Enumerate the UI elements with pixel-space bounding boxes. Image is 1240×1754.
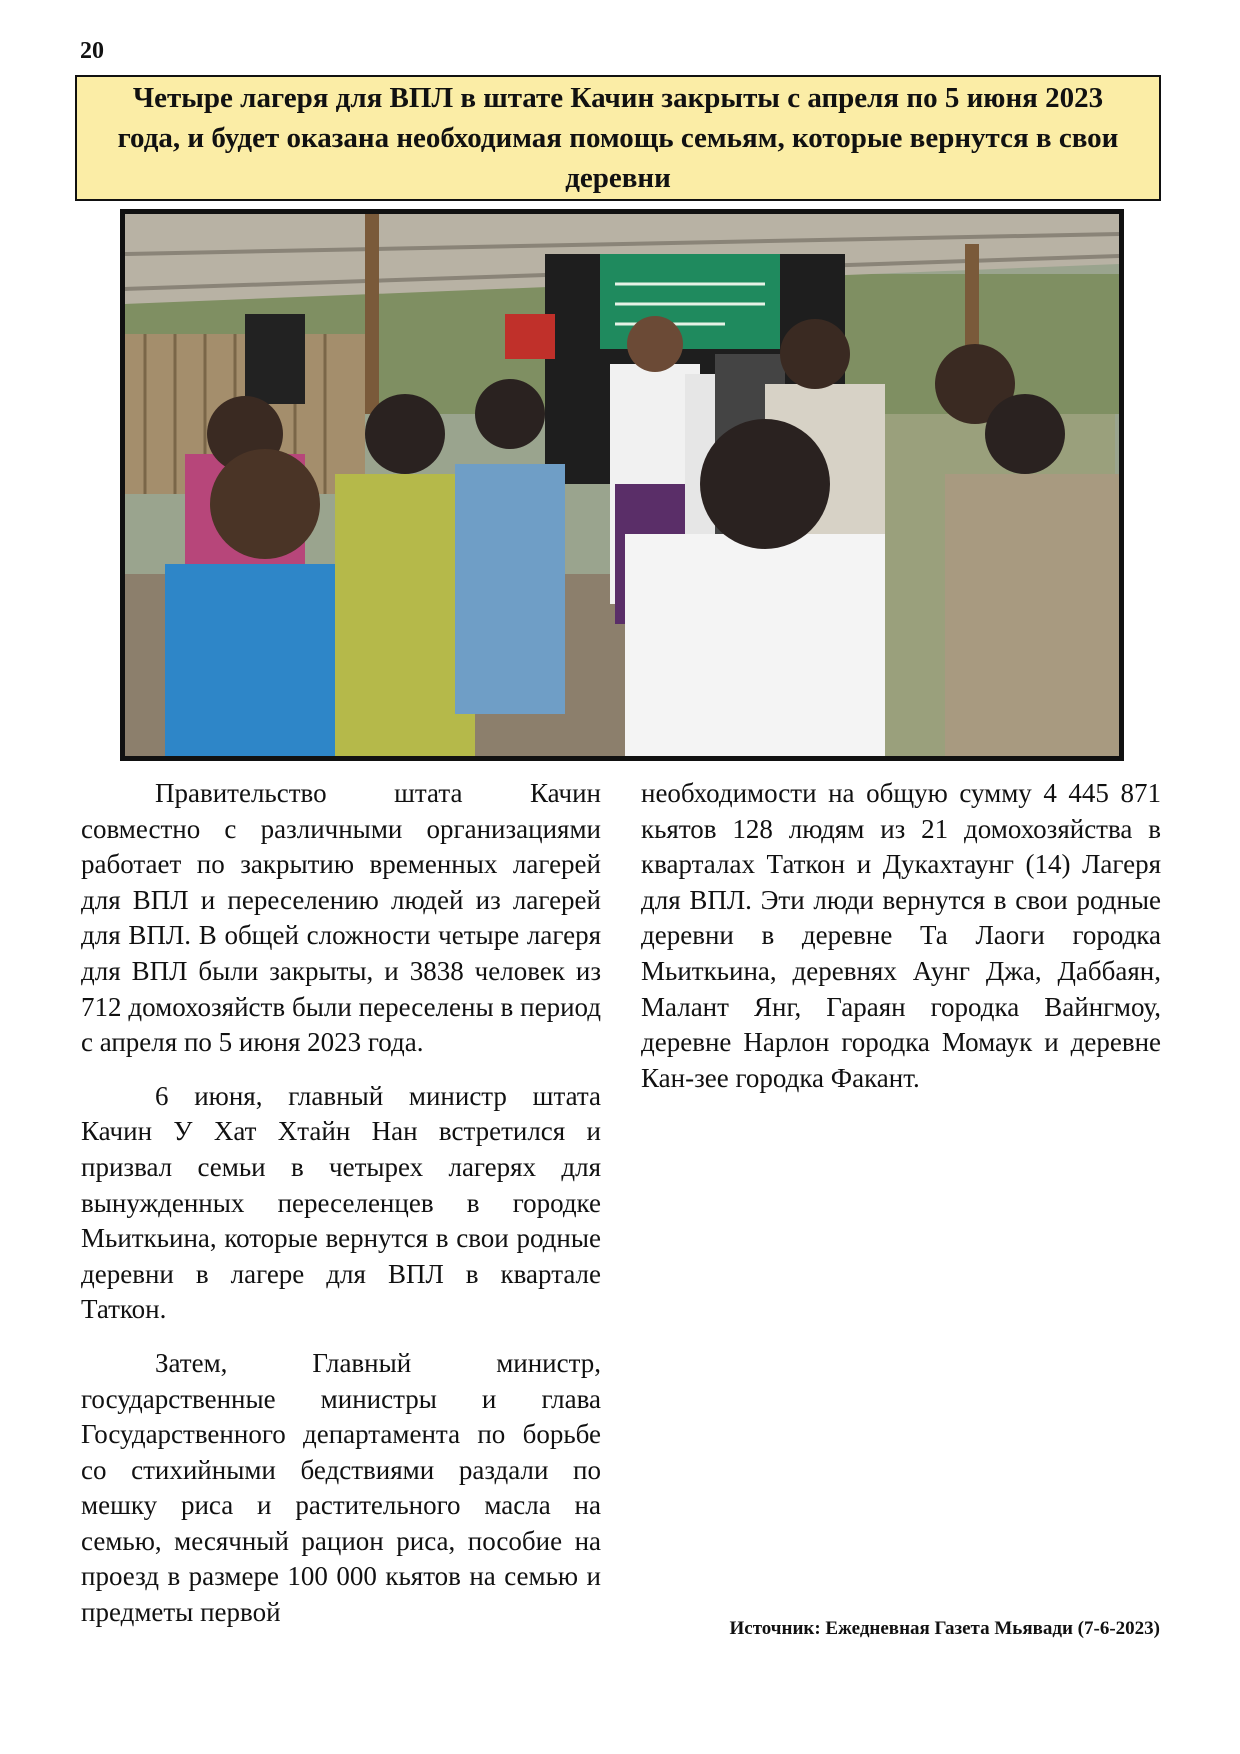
article-title-box (75, 75, 1161, 201)
source-citation: Источник: Ежедневная Газета Мьявади (7-6-2023) (729, 1618, 1160, 1639)
article-column-right (641, 776, 1161, 1114)
paragraph: Правительство штата Качин совместно с различными организациями работает по закрытию временных лагерей для ВПЛ и переселению людей из лагерей для ВПЛ. В общей сложности четыре лагеря для ВПЛ были закрыты, и 3838 человек из 712 домохозяйств были переселены в период с апреля по 5 июня 2023 года. (81, 778, 601, 1058)
article-column-left (81, 776, 601, 1649)
paragraph-continuation: необходимости на общую сумму 4 445 871 кьятов 128 людям из 21 домохозяйства в кварталах Таткон и Дукахтаунг (14) Лагеря для ВПЛ. Эти люди вернутся в свои родные деревни в деревне Та Лаоги городка Мьиткьина, деревнях Аунг Джа, Даббаян, Малант Янг, Гараян городка Вайнгмоу, деревне Нарлон городка Момаук и деревне Кан-зее городка Факант. (641, 778, 1161, 1093)
paragraph: 6 июня, главный министр штата Качин У Хат Хтайн Нан встретился и призвал семьи в четырех лагерях для вынужденных переселенцев в городке Мьиткьина, которые вернутся в свои родные деревни в лагере для ВПЛ в квартале Таткон. (81, 1080, 601, 1325)
photo-illustration (125, 214, 1119, 756)
article-photo (120, 209, 1124, 761)
article-title: Четыре лагеря для ВПЛ в штате Качин закрыты с апреля по 5 июня 2023 года, и будет оказана необходимая помощь семьям, которые вернутся в свои деревни (117, 82, 1119, 194)
paragraph: Затем, Главный министр, государственные министры и глава Государственного департамента по борьбе со стихийными бедствиями раздали по мешку риса и растительного масла на семью, месячный рацион риса, пособие на проезд в размере 100 000 кьятов на семью и предметы первой (81, 1347, 601, 1628)
page-number: 20 (80, 38, 104, 64)
